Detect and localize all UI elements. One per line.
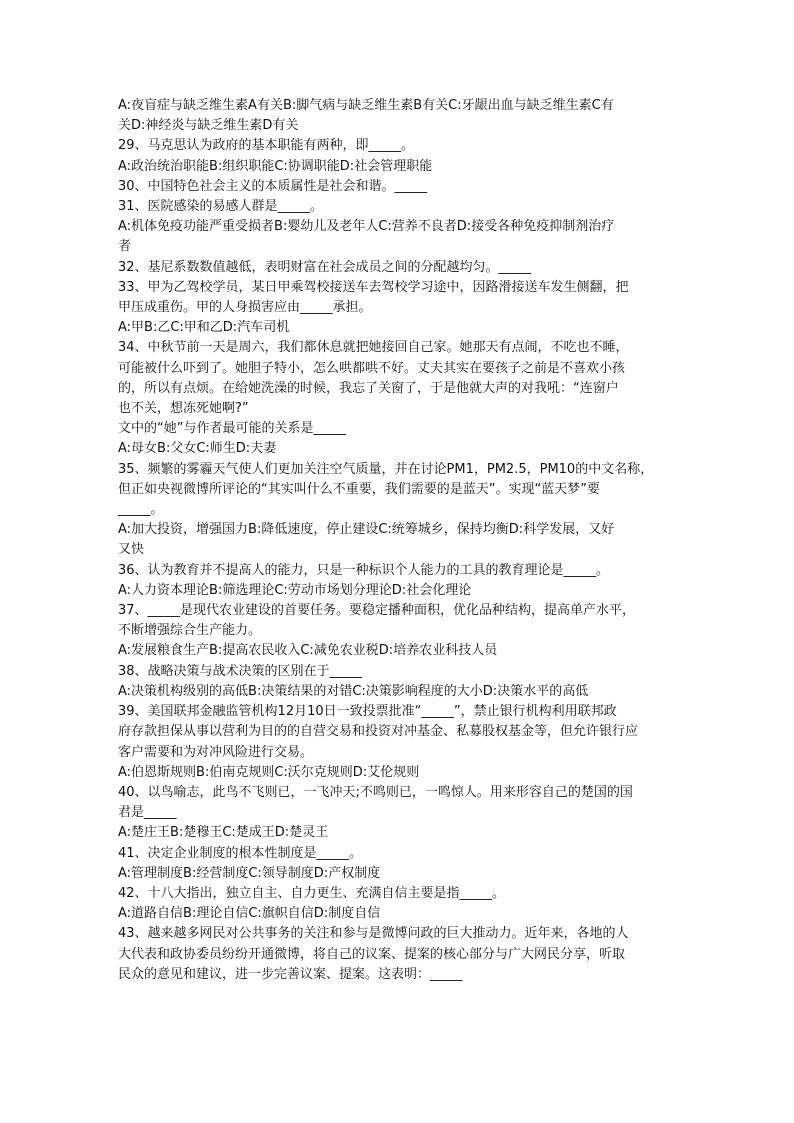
text-line: A:夜盲症与缺乏维生素A有关B:脚气病与缺乏维生素B有关C:牙龈出血与缺乏维生素C有 [118,98,614,113]
question-37: 37、_____是现代农业建设的首要任务。要稳定播种面积，优化品种结构，提高单产水平， [118,603,636,619]
text-line: 府存款担保从事以营利为目的的自营交易和投资对冲基金、私募股权基金等，但允许银行应 [118,724,639,740]
text-line: 又快 [118,542,145,558]
question-43: 43、越来越多网民对公共事务的关注和参与是微博问政的巨大推动力。近年来，各地的人 [118,926,629,942]
options-38: A:决策机构级别的高低B:决策结果的对错C:决策影响程度的大小D:决策水平的高低 [118,683,589,699]
question-29: 29、马克思认为政府的基本职能有两种，即_____。 [118,138,415,154]
options-31: A:机体免疫功能严重受损者B:婴幼儿及老年人C:营养不良者D:接受各种免疫抑制剂治疗 [118,219,615,235]
question-40: 40、以鸟喻志，此鸟不飞则已，一飞冲天;不鸣则已，一鸣惊人。用来形容自己的楚国的国 [118,784,633,800]
question-39: 39、美国联邦金融监管机构12月10日一致投票批准“_____”，禁止银行机构利用联邦政 [118,704,617,720]
text-line: 文中的“她”与作者最可能的关系是_____ [118,421,346,437]
text-line: 的，所以有点烦。在给她洗澡的时候，我忘了关窗了，于是他就大声的对我吼：“连窗户 [118,380,619,396]
options-42: A:道路自信B:理论自信C:旗帜自信D:制度自信 [118,906,381,922]
text-line: 甲压成重伤。甲的人身损害应由_____承担。 [118,300,372,316]
question-34: 34、中秋节前一天是周六，我们都休息就把她接回自己家。她那天有点闹，不吃也不睡， [118,340,629,356]
options-34: A:母女B:父女C:师生D:夫妻 [118,441,277,457]
text-line: 民众的意见和建议，进一步完善议案、提案。这表明：_____ [118,966,463,982]
text-line: 不断增强综合生产能力。 [118,623,262,639]
question-38: 38、战略决策与战术决策的区别在于_____ [118,663,363,679]
text-line: 可能被什么吓到了。她胆子特小，怎么哄都哄不好。丈夫其实在要孩子之前是不喜欢小孩 [118,360,626,376]
text-line: 君是_____ [118,805,177,821]
question-31: 31、医院感染的易感人群是_____。 [118,199,324,215]
document-page [118,96,678,985]
options-41: A:管理制度B:经营制度C:领导制度D:产权制度 [118,865,381,881]
question-35: 35、频繁的雾霾天气使人们更加关注空气质量，并在讨论PM1，PM2.5，PM10的中文名称， [118,461,654,477]
text-line: 关D:神经炎与缺乏维生素D有关 [118,118,299,134]
text-line: 大代表和政协委员纷纷开通微博，将自己的议案、提案的核心部分与广大网民分享，听取 [118,946,626,962]
text-line: 但正如央视微博所评论的“其实叫什么不重要，我们需要的是蓝天”。实现“蓝天梦”要 [118,481,600,497]
question-36: 36、认为教育并不提高人的能力，只是一种标识个人能力的工具的教育理论是_____。 [118,562,610,578]
question-33: 33、甲为乙驾校学员，某日甲乘驾校接送车去驾校学习途中，因路滑接送车发生侧翻，把 [118,279,629,295]
text-line: 客户需要和为对冲风险进行交易。 [118,744,314,760]
options-39: A:伯恩斯规则B:伯南克规则C:沃尔克规则D:艾伦规则 [118,764,420,780]
question-30: 30、中国特色社会主义的本质属性是社会和谐。_____ [118,178,428,194]
options-35: A:加大投资，增强国力B:降低速度，停止建设C:统筹城乡，保持均衡D:科学发展，又好 [118,522,615,538]
question-42: 42、十八大指出，独立自主、自力更生、充满自信主要是指_____。 [118,885,506,901]
question-41: 41、决定企业制度的根本性制度是_____。 [118,845,363,861]
options-29: A:政治统治职能B:组织职能C:协调职能D:社会管理职能 [118,158,433,174]
options-40: A:楚庄王B:楚穆王C:楚成王D:楚灵王 [118,825,329,841]
options-36: A:人力资本理论B:筛选理论C:劳动市场划分理论D:社会化理论 [118,582,472,598]
question-32: 32、基尼系数数值越低，表明财富在社会成员之间的分配越均匀。_____ [118,259,532,275]
text-line: 也不关，想冻死她啊?” [118,401,249,417]
text-line: 者 [118,239,132,255]
options-33: A:甲B:乙C:甲和乙D:汽车司机 [118,320,290,336]
text-line: _____。 [118,502,164,518]
options-37: A:发展粮食生产B:提高农民收入C:减免农业税D:培养农业科技人员 [118,643,498,659]
